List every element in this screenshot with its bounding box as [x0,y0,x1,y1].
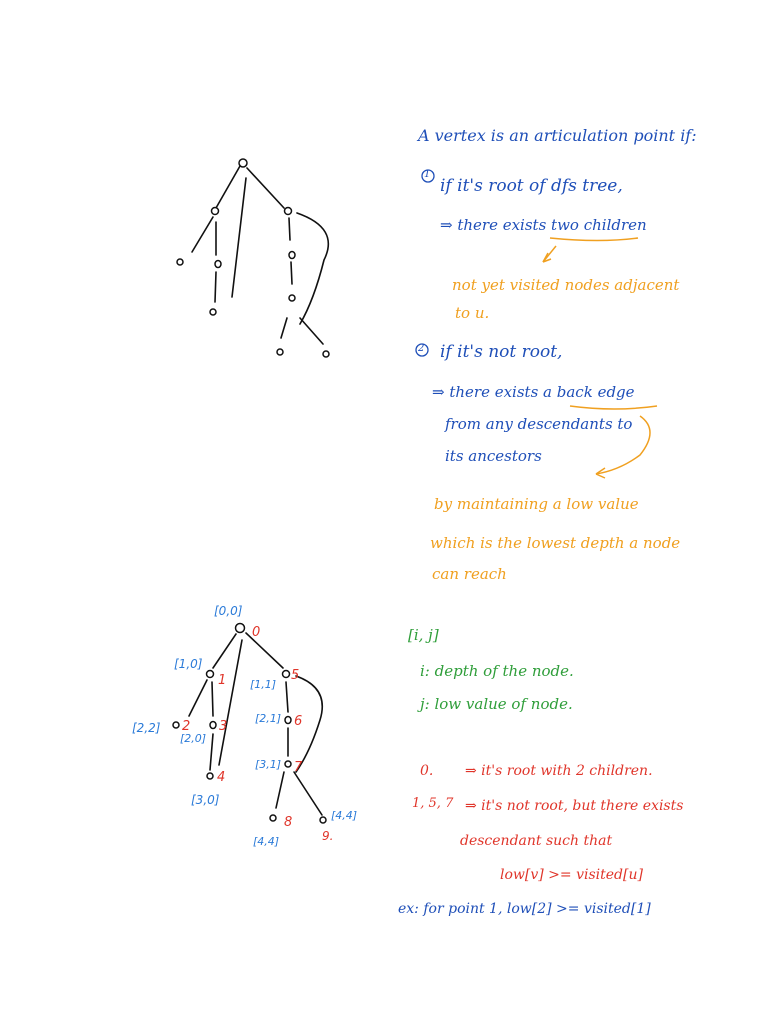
tree2-node-3 [210,722,216,729]
tree2-label-n2: [2,2] [132,721,161,735]
condition-2-orange-line1: by maintaining a low value [434,495,639,513]
tree1-node [210,309,216,315]
tree2-id-5: 5 [291,668,300,683]
conclusion-line2-text: ⇒ it's not root, but there exists [465,798,684,814]
tree2-node-0 [236,624,245,633]
tree2-id-2: 2 [182,719,191,734]
tree2-id-7: 7 [294,760,303,775]
tree1-node-root [239,159,247,167]
condition-2-marker: 2 [418,343,425,354]
tree2-label-n0: [0,0] [214,604,243,618]
tree2-id-8: 8 [284,815,293,830]
tree2-id-0: 0 [252,625,261,640]
condition-2-sub-line3: its ancestors [445,447,542,465]
tree2-node-1 [207,671,214,678]
dfs-tree-2 [132,604,357,848]
tree2-label-n1: [1,0] [174,657,203,671]
tree2-id-1: 1 [218,673,227,688]
tree1-node [177,259,183,265]
condition-2-orange-line2: which is the lowest depth a node [430,534,681,552]
tree2-node-4 [207,773,213,779]
tree2-label-n9: [4,4] [331,809,358,822]
condition-2-sub-line1 [432,385,635,400]
tree1-node [323,351,329,357]
conclusion-line1-nodes: 0. [420,763,434,779]
heading-articulation-point: A vertex is an articulation point if: [418,126,697,145]
condition-1-sub-prefix: ⇒ there exists [440,216,552,234]
tree2-label-n4: [3,0] [191,793,220,807]
tree2-node-9 [320,817,326,823]
condition-1-orange-line2: to u. [455,304,490,322]
tree1-node [285,208,292,215]
tree2-label-n6: [2,1] [255,712,282,725]
condition-2-orange-line3: can reach [432,565,507,583]
condition-2-sub-emphasis: back edge [556,383,635,401]
legend-i-desc: i: depth of the node. [420,662,574,680]
example-line: ex: for point 1, low[2] >= visited[1] [398,901,651,917]
tree2-node-7 [285,761,291,767]
legend-j-desc: j: low value of node. [420,695,573,713]
condition-2-sub-line2: from any descendants to [445,415,633,433]
tree2-id-3: 3 [219,719,228,734]
tree1-node [277,349,283,355]
condition-2-text: if it's not root, [440,342,563,362]
legend-format: [i, j] [408,626,439,644]
tree2-id-9: 9. [322,829,334,843]
conclusion-line4: low[v] >= visited[u] [500,867,643,883]
tree2-node-6 [285,717,291,724]
tree2-id-6: 6 [294,714,303,729]
dfs-tree-1 [177,159,329,357]
tree2-label-n5: [1,1] [250,678,277,691]
tree2-label-n3: [2,0] [180,732,207,745]
conclusion-line3: descendant such that [460,833,613,849]
tree2-label-n7: [3,1] [255,758,282,771]
condition-2-sub-prefix: ⇒ there exists a [432,383,557,401]
tree1-node [289,295,295,301]
condition-1-sub [440,218,647,233]
tree2-node-8 [270,815,276,821]
condition-1-marker: 1 [424,169,431,180]
condition-1-sub-emphasis: two children [551,216,647,234]
condition-1-orange-line1: not yet visited nodes adjacent [452,276,680,294]
tree1-node [289,252,295,259]
conclusion-line1-text: ⇒ it's root with 2 children. [465,763,653,779]
tree1-node [215,261,221,268]
condition-1-text: if it's root of dfs tree, [440,176,623,196]
tree2-label-n8: [4,4] [253,835,280,848]
tree2-id-4: 4 [217,770,226,785]
tree1-node [212,208,219,215]
conclusion-line2-nodes: 1, 5, 7 [412,796,454,811]
tree2-node-2 [173,722,179,728]
tree2-node-5 [283,671,290,678]
